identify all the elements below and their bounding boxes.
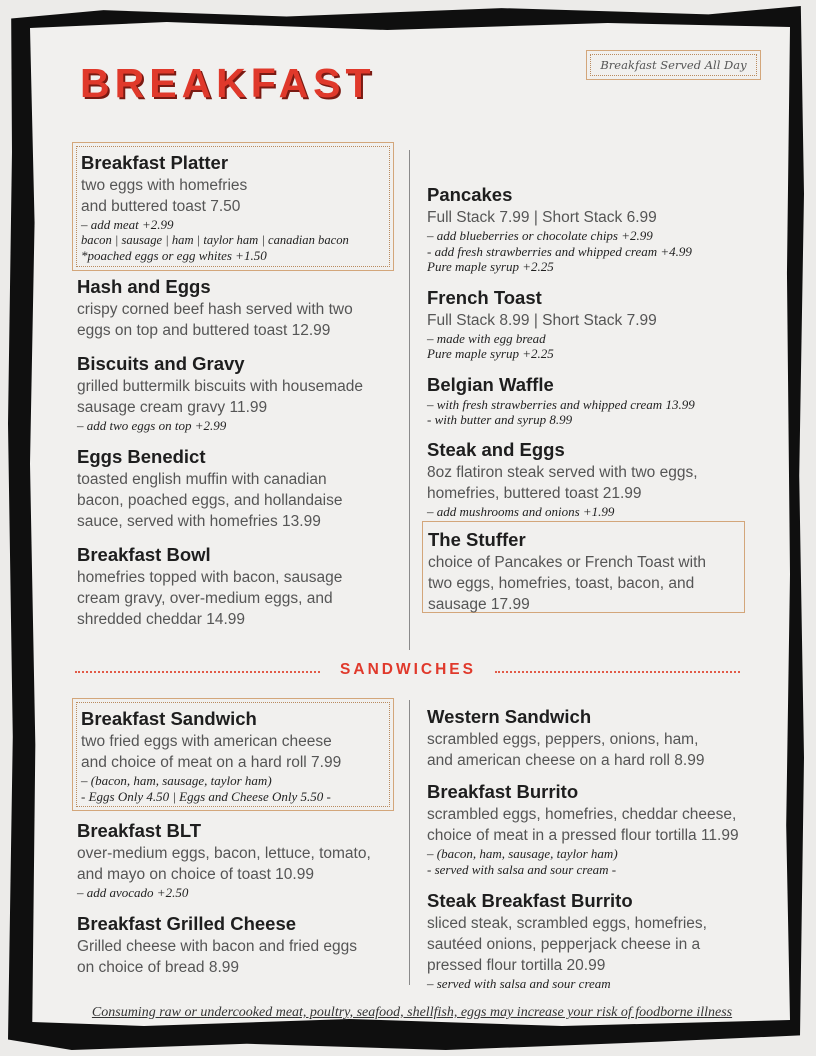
- served-all-day-text: Breakfast Served All Day: [590, 54, 757, 76]
- item-desc: eggs on top and buttered toast 12.99: [77, 321, 331, 339]
- column-divider-bottom: [409, 700, 410, 985]
- item-note: - served with salsa and sour cream -: [427, 861, 617, 877]
- item-desc: over-medium eggs, bacon, lettuce, tomato,: [77, 845, 371, 862]
- item-desc: scrambled eggs, homefries, cheddar cheese,: [427, 806, 737, 823]
- item-note: – add blueberries or chocolate chips +2.99: [427, 228, 653, 243]
- item-note: - add fresh strawberries and whipped cream +4.99: [427, 243, 692, 259]
- breakfast-platter-box: [72, 142, 394, 271]
- food-safety-disclaimer: Consuming raw or undercooked meat, poultry, seafood, shellfish, eggs may increase your risk of foodborne illness: [91, 1005, 733, 1020]
- item-note: – (bacon, ham, sausage, taylor ham): [427, 846, 618, 861]
- item-note: – served with salsa and sour cream: [427, 976, 611, 991]
- item-desc: Full Stack 7.99 | Short Stack 6.99: [427, 209, 657, 226]
- divider-dots-right: [495, 671, 740, 673]
- item-note: bacon | sausage | ham | taylor ham | canadian bacon: [81, 232, 349, 247]
- item-note: – add mushrooms and onions +1.99: [427, 503, 615, 519]
- item-desc: two eggs, homefries, toast, bacon, and: [428, 575, 695, 592]
- item-note: – with fresh strawberries and whipped cream 13.99: [427, 396, 695, 412]
- item-desc: 8oz flatiron steak served with two eggs,: [427, 463, 698, 481]
- item-desc: two fried eggs with american cheese: [81, 733, 332, 750]
- item-note: – add two eggs on top +2.99: [77, 417, 227, 433]
- menu-item-eggs-benedict: [72, 445, 394, 532]
- menu-item-biscuits-and-gravy: [72, 352, 394, 434]
- sandwiches-heading: SANDWICHES: [340, 661, 476, 678]
- item-note: Pure maple syrup +2.25: [427, 346, 554, 361]
- sandwiches-divider: [75, 663, 740, 681]
- item-desc: toasted english muffin with canadian: [77, 471, 327, 488]
- item-desc: cream gravy, over-medium eggs, and: [77, 590, 333, 607]
- menu-item-western-sandwich: [427, 705, 757, 771]
- item-name: Belgian Waffle: [427, 373, 554, 395]
- item-name: Western Sandwich: [427, 706, 592, 727]
- item-note: – made with egg bread: [427, 330, 546, 346]
- column-divider-top: [409, 150, 410, 650]
- item-name: The Stuffer: [428, 529, 526, 550]
- menu-item-steak-and-eggs: [427, 438, 757, 520]
- breakfast-sandwich-inner: [76, 702, 390, 807]
- breakfast-platter-inner: [76, 146, 390, 267]
- menu-item-breakfast-sandwich: [81, 707, 385, 804]
- item-name: Hash and Eggs: [77, 275, 211, 297]
- item-name: Breakfast Burrito: [427, 781, 579, 802]
- item-note: – (bacon, ham, sausage, taylor ham): [81, 773, 272, 788]
- divider-dots-left: [75, 671, 320, 673]
- item-name: Breakfast Bowl: [77, 544, 211, 565]
- the-stuffer-box: [422, 521, 745, 613]
- breakfast-left-column: [72, 142, 394, 630]
- item-note: – add avocado +2.50: [77, 885, 189, 900]
- item-desc: sausage cream gravy 11.99: [77, 398, 268, 416]
- item-note: *poached eggs or egg whites +1.50: [81, 248, 267, 263]
- sandwiches-right-column: [427, 705, 757, 992]
- menu-item-breakfast-platter: [81, 151, 385, 264]
- item-name: Steak and Eggs: [427, 438, 565, 460]
- item-name: Breakfast BLT: [77, 820, 202, 841]
- item-desc: and american cheese on a hard roll 8.99: [427, 752, 705, 769]
- item-note: - with butter and syrup 8.99: [427, 412, 573, 427]
- item-desc: Grilled cheese with bacon and fried eggs: [77, 937, 358, 955]
- served-all-day-badge: [586, 50, 761, 80]
- item-note: Pure maple syrup +2.25: [427, 259, 554, 274]
- menu-item-breakfast-bowl: [72, 543, 394, 630]
- menu-item-steak-breakfast-burrito: [427, 889, 757, 992]
- menu-item-hash-and-eggs: [72, 275, 394, 341]
- menu-item-belgian-waffle: [427, 373, 757, 428]
- sandwiches-left-column: [72, 698, 394, 978]
- item-desc: sauce, served with homefries 13.99: [77, 513, 321, 530]
- item-desc: pressed flour tortilla 20.99: [427, 957, 606, 974]
- item-desc: sliced steak, scrambled eggs, homefries,: [427, 915, 707, 932]
- item-desc: crispy corned beef hash served with two: [77, 300, 353, 318]
- item-name: Pancakes: [427, 184, 513, 205]
- menu-item-the-stuffer: [428, 528, 738, 615]
- item-desc: and mayo on choice of toast 10.99: [77, 866, 314, 883]
- item-desc: homefries topped with bacon, sausage: [77, 569, 343, 586]
- item-desc: on choice of bread 8.99: [77, 958, 240, 976]
- item-desc: choice of meat in a pressed flour tortilla 11.99: [427, 827, 739, 844]
- menu-item-breakfast-burrito: [427, 780, 757, 877]
- item-name: Breakfast Sandwich: [81, 708, 257, 729]
- item-desc: homefries, buttered toast 21.99: [427, 484, 642, 502]
- item-desc: grilled buttermilk biscuits with housemade: [77, 377, 364, 395]
- item-desc: sausage 17.99: [428, 596, 530, 613]
- breakfast-right-column: [427, 183, 757, 519]
- menu-item-breakfast-blt: [72, 819, 394, 901]
- page-title: BREAKFAST: [80, 60, 376, 106]
- item-desc: two eggs with homefries: [81, 177, 248, 194]
- item-note: - Eggs Only 4.50 | Eggs and Cheese Only 5.50 -: [81, 788, 331, 804]
- menu-item-french-toast: [427, 286, 757, 362]
- item-name: Breakfast Platter: [81, 152, 229, 173]
- item-name: Steak Breakfast Burrito: [427, 890, 633, 911]
- item-desc: shredded cheddar 14.99: [77, 611, 246, 628]
- item-note: – add meat +2.99: [81, 217, 174, 232]
- item-desc: and buttered toast 7.50: [81, 198, 241, 215]
- breakfast-sandwich-box: [72, 698, 394, 811]
- item-name: Breakfast Grilled Cheese: [77, 912, 297, 934]
- item-desc: scrambled eggs, peppers, onions, ham,: [427, 731, 699, 748]
- item-desc: choice of Pancakes or French Toast with: [428, 554, 706, 571]
- item-name: Biscuits and Gravy: [77, 352, 245, 374]
- item-desc: bacon, poached eggs, and hollandaise: [77, 492, 343, 509]
- item-desc: and choice of meat on a hard roll 7.99: [81, 754, 342, 771]
- item-name: Eggs Benedict: [77, 446, 206, 467]
- item-name: French Toast: [427, 286, 542, 308]
- menu-item-breakfast-grilled-cheese: [72, 912, 394, 978]
- menu-item-pancakes: [427, 183, 757, 275]
- item-desc: Full Stack 8.99 | Short Stack 7.99: [427, 311, 657, 329]
- item-desc: sautéed onions, pepperjack cheese in a: [427, 936, 701, 953]
